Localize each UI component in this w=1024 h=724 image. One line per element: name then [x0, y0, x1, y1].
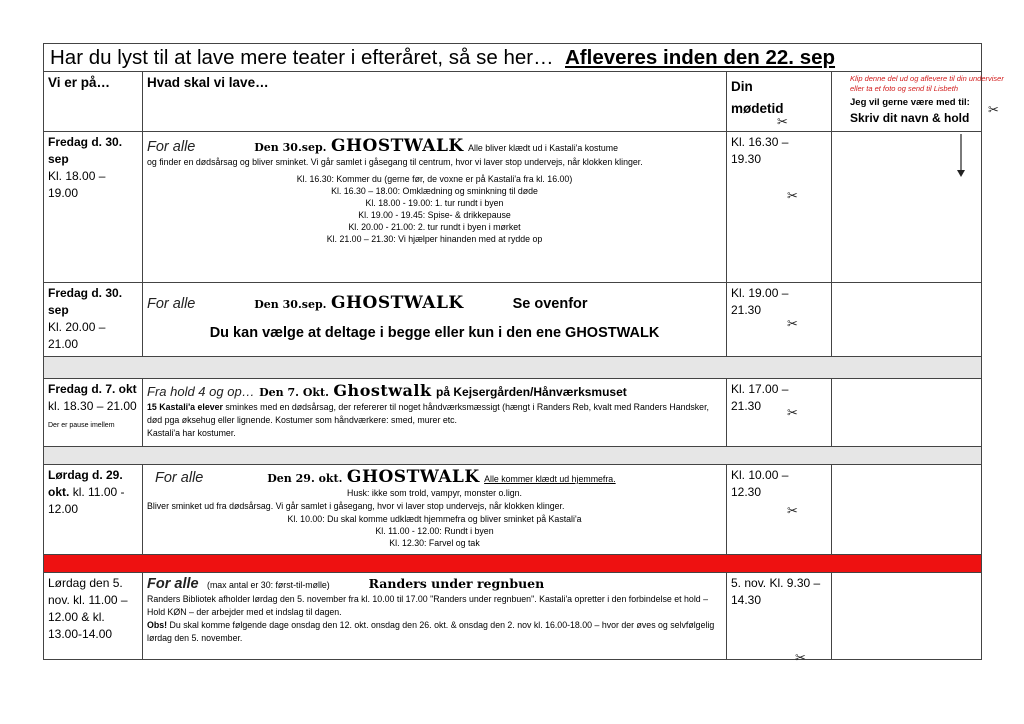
- signup-field[interactable]: [832, 465, 982, 554]
- header-col-signup: [832, 72, 1004, 131]
- scissors-icon: ✂: [787, 405, 798, 420]
- row-time: Kl. 10.00 – 12.30: [731, 468, 789, 499]
- row-date: Lørdag d. 29. okt. kl. 11.00 - 12.00: [48, 468, 125, 516]
- header-col-where: Vi er på…: [48, 75, 111, 90]
- event-name: GHOSTWALK: [346, 467, 480, 487]
- page-title: Har du lyst til at lave mere teater i efteråret, så se her… Afleveres inden den 22. sep: [50, 46, 836, 69]
- row-activity: For alle (max antal er 30: først-til-mølle) Randers under regnbuen Randers Bibliotek afholder lørdag den 5. november fra kl. 10.00 til 17.00 "Randers under regnbuen". Kastali'a opretter i den forbindelse et hold – Hold KØN – der arbejder med et indslag til dagen. Obs! Du skal komme følgende dage onsdag den 12. okt. onsdag den 26. okt. & onsdag den 2. nov kl. 16.00-18.00 – hvor der øves og selvfølgelig lørdag den 5. november.: [147, 576, 715, 643]
- header-row: [44, 72, 1004, 132]
- row-date: Fredag d. 7. okt kl. 18.30 – 21.00 Der er pause imellem: [48, 382, 137, 429]
- row-date: Lørdag den 5. nov. kl. 11.00 – 12.00 & kl. 13.00-14.00: [48, 576, 128, 641]
- row-activity: Fra hold 4 og op… Den 7. Okt. Ghostwalk på Kejsergården/Hånværksmuset 15 Kastali'a elever sminkes med en dødsårsag, der refererer til noget håndværksmæssigt (hængt i Randers Reb, kvalt med Randers Handsker, død pga øksehug eller lignende. Kostumer som håndværkere: smed, murer etc. Kastali'a har kostumer.: [147, 381, 709, 438]
- table-row: [44, 379, 981, 447]
- row-activity: For alle Den 29. okt. GHOSTWALK Alle kommer klædt ud hjemmefra. Husk: ikke som trold, vampyr, monster o.lign. Bliver sminket ud fra dødsårsag. Vi går samlet i gåsegang, hvor vi laver stop undervejs, når klokken klinger. Kl. 10.00: Du skal komme udklædt hjemmefra og bliver sminket på Kastali'a Kl. 11.00 - 12.00: Rundt i byen Kl. 12.30: Farvel og tak: [147, 467, 616, 548]
- header-col-what: Hvad skal vi lave…: [147, 75, 269, 90]
- event-name: Ghostwalk: [333, 381, 432, 400]
- scissors-icon: ✂: [787, 316, 798, 331]
- scissors-icon: ✂: [777, 114, 788, 129]
- deadline: Afleveres inden den 22. sep: [565, 46, 836, 69]
- signup-field[interactable]: [832, 132, 982, 282]
- row-activity: For alle Den 30.sep. GHOSTWALK Se ovenfor Du kan vælge at deltage i begge eller kun i den ene GHOSTWALK: [147, 293, 660, 341]
- write-label: Skriv dit navn & hold: [850, 111, 970, 125]
- signup-field[interactable]: [832, 283, 982, 356]
- row-time: Kl. 17.00 – 21.30: [731, 382, 789, 413]
- cut-instruction: Klip denne del ud og aflevere til din underviser eller ta et foto og send til Lisbeth: [850, 74, 1004, 93]
- signup-field[interactable]: [832, 379, 982, 446]
- table-row: [44, 573, 981, 659]
- separator: [44, 357, 981, 379]
- signup-field[interactable]: [832, 573, 982, 659]
- separator-red: [44, 555, 981, 573]
- table-row: [44, 132, 981, 283]
- table-row: [44, 283, 981, 357]
- row-time: 5. nov. Kl. 9.30 – 14.30: [731, 576, 821, 607]
- row-time: Kl. 16.30 – 19.30: [731, 135, 789, 166]
- row-date: Fredag d. 30. sep Kl. 20.00 – 21.00: [48, 286, 123, 351]
- scissors-icon: ✂: [988, 102, 999, 117]
- scissors-icon: ✂: [787, 503, 798, 518]
- scissors-icon: ✂: [795, 650, 806, 665]
- event-name: Randers under regnbuen: [368, 576, 545, 591]
- header-col-time: Din mødetid: [731, 79, 784, 116]
- table-row: [44, 465, 981, 555]
- scissors-icon: ✂: [787, 188, 798, 203]
- row-activity: For alle Den 30.sep. GHOSTWALK Alle bliver klædt ud i Kastali'a kostume og finder en dødsårsag og bliver sminket. Vi går samlet i gåsegang til centrum, hvor vi laver stop undervejs, når klokken klinger. Kl. 16.30: Kommer du (gerne før, de voxne er på Kastali'a fra kl. 16.00) Kl. 16.30 – 18.00: Omklædning og sminkning til døde Kl. 18.00 - 19.00: 1. tur rundt i byen Kl. 19.00 - 19.45: Spise- & drikkepause Kl. 20.00 - 21.00: 2. tur rundt i byen i mørket Kl. 21.00 – 21.30: Vi hjælper hinanden med at rydde op: [147, 136, 643, 244]
- join-label: Jeg vil gerne være med til:: [850, 97, 970, 108]
- row-date: Fredag d. 30. sep Kl. 18.00 – 19.00: [48, 135, 123, 200]
- event-name: GHOSTWALK: [330, 293, 464, 313]
- schedule-sheet: [43, 43, 1004, 660]
- title-row: [44, 44, 981, 72]
- row-time: Kl. 19.00 – 21.30: [731, 286, 789, 317]
- event-name: GHOSTWALK: [330, 136, 464, 156]
- separator: [44, 447, 981, 465]
